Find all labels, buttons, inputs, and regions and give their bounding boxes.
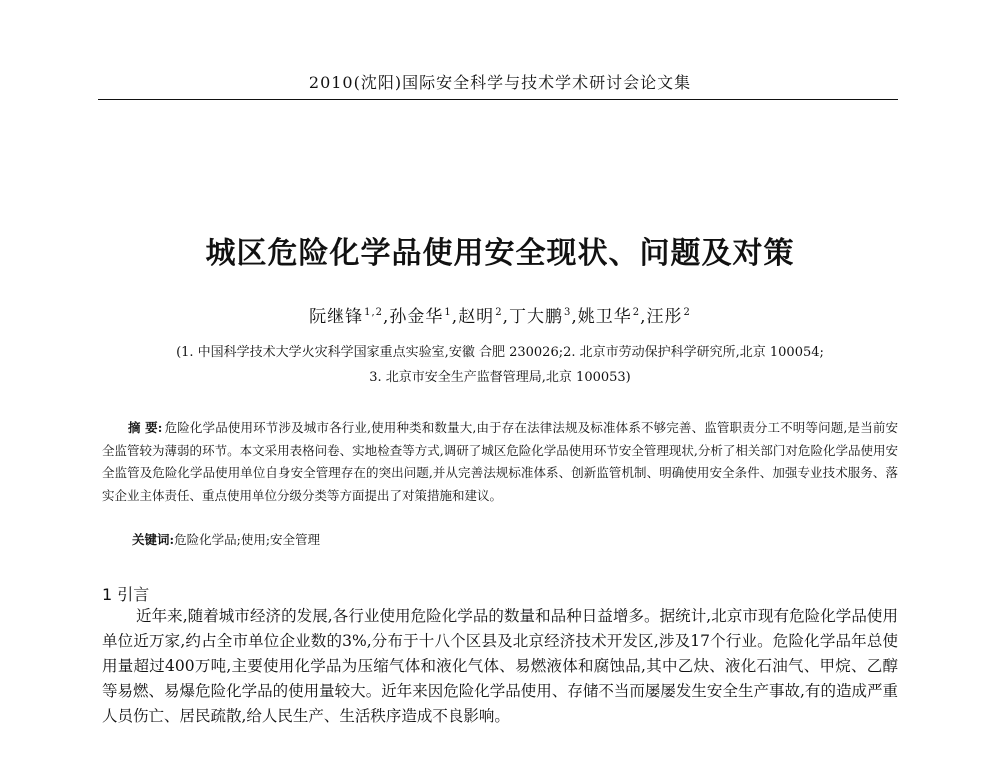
- author-name: 赵明: [458, 307, 495, 327]
- keywords-label: 关键词:: [132, 532, 175, 547]
- author-affiliation-mark: 2: [632, 307, 641, 319]
- author-affiliation-mark: 2: [495, 307, 503, 319]
- author-separator: ,: [502, 307, 509, 327]
- abstract-text: 危险化学品使用环节涉及城市各行业,使用种类和数量大,由于存在法律法规及标准体系不够完善、监管职责分工不明等问题,是当前安全监管较为薄弱的环节。本文采用表格问卷、实地检查等方式,调研了城区危险化学品使用环节安全管理现状,分析了相关部门对危险化学品使用安全监管及危险化学品使用单位自身安全管理存在的突出问题,并从完善法规标准体系、创新监管机制、明确使用安全条件、加强专业技术服务、落实企业主体责任、重点使用单位分级分类等方面提出了对策措施和建议。: [102, 420, 898, 503]
- author-separator: ,: [451, 307, 459, 327]
- section-heading-introduction: 1 引言: [102, 585, 150, 604]
- author-name: 孙金华: [389, 307, 444, 327]
- header-rule: [98, 99, 898, 100]
- author-affiliation-mark: 1,2: [364, 307, 383, 319]
- author-affiliation-mark: 3: [563, 307, 572, 319]
- affiliations-line-1: (1. 中国科学技术大学火灾科学国家重点实验室,安徽 合肥 230026;2. 北京市劳动保护科学研究所,北京 100054;: [176, 345, 824, 360]
- author-name: 丁大鹏: [508, 307, 563, 327]
- author-list: [100, 302, 900, 327]
- author-name: 汪彤: [646, 307, 683, 327]
- author-name: 阮继锋: [309, 307, 364, 327]
- keywords-text: 危险化学品;使用;安全管理: [174, 532, 321, 547]
- keywords: [132, 530, 892, 548]
- section-body: [102, 604, 898, 729]
- abstract-label: 摘 要:: [128, 420, 163, 435]
- author-name: 姚卫华: [577, 307, 632, 327]
- author-separator: ,: [571, 307, 578, 327]
- running-header: 2010(沈阳)国际安全科学与技术学术研讨会论文集: [308, 73, 692, 92]
- body-paragraph: 近年来,随着城市经济的发展,各行业使用危险化学品的数量和品种日益增多。据统计,北京市现有危险化学品使用单位近万家,约占全市单位企业数的3%,分布于十八个区县及北京经济技术开发区,涉及17个行业。危险化学品年总使用量超过400万吨,主要使用化学品为压缩气体和液化气体、易燃液体和腐蚀品,其中乙炔、液化石油气、甲烷、乙醇等易燃、易爆危险化学品的使用量较大。近年来因危险化学品使用、存储不当而屡屡发生安全生产事故,有的造成严重人员伤亡、居民疏散,给人民生产、生活秩序造成不良影响。: [102, 607, 898, 725]
- paper-title: 城区危险化学品使用安全现状、问题及对策: [205, 236, 795, 271]
- author-separator: ,: [640, 307, 647, 327]
- author-affiliation-mark: 2: [683, 307, 691, 319]
- author-separator: ,: [383, 307, 390, 327]
- author-affiliation-mark: 1: [444, 307, 452, 319]
- affiliations-line-2: 3. 北京市安全生产监督管理局,北京 100053): [369, 370, 631, 385]
- abstract: [102, 417, 898, 507]
